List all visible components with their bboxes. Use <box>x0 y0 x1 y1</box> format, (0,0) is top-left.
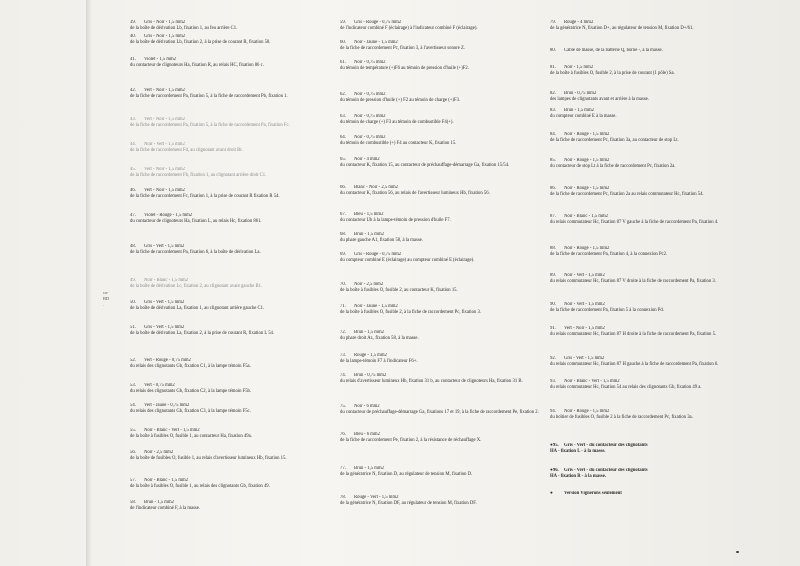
wiring-entry <box>130 403 335 415</box>
entry-number: 72. <box>340 330 346 335</box>
wiring-entry <box>340 330 540 342</box>
entry-number: 64. <box>340 135 346 140</box>
wire-spec: Gris - Vert - 1,5 mm2 <box>144 300 185 305</box>
wire-route: de l'indicateur combiné F, à la masse. <box>130 506 200 512</box>
wiring-entry <box>130 117 335 129</box>
wire-route: de la boîte de dérivation La, fixation 2, à la prise de courant R, fixation L 54. <box>130 331 275 337</box>
wiring-entry <box>550 246 750 258</box>
wire-route: de la boîte de dérivation Lb, fixation 1, au feu arrière C1. <box>130 26 238 32</box>
wire-spec: Noir - 0,75 mm2 <box>354 92 386 97</box>
entry-number: 57. <box>130 478 136 483</box>
wire-spec: Rouge - 1,5 mm2 <box>354 353 387 358</box>
wire-route: de la fiche de raccordement Pc, fixation 3a, au contacteur de stop Lt. <box>550 138 679 144</box>
entry-number: 60. <box>340 40 346 45</box>
entry-number: 78. <box>340 495 346 500</box>
wire-spec: Brun - 1,5 mm2 <box>354 466 384 471</box>
wiring-entry <box>130 167 335 179</box>
entry-number: 63. <box>340 114 346 119</box>
wire-route: du relais d'avertisseur lumineux Hb, fixation 31 b, au contacteur de clignoteurs Ha, fixation 31 B. <box>340 379 523 385</box>
wire-route: de la boîte à fusibles O, fusible 1, au relais des clignotants Gb, fixation 49. <box>130 484 270 490</box>
wiring-entry <box>550 158 750 170</box>
wire-spec: Noir - 0,75 mm2 <box>354 135 386 140</box>
entry-number: 82. <box>550 91 556 96</box>
wire-route: de la lampe-témoin F7 à l'indicateur F6+. <box>340 359 418 365</box>
wire-spec: Gris - Vert - du contacteur des clignotants <box>564 468 648 473</box>
wiring-entry <box>340 373 540 385</box>
wire-spec: Noir - Vert - 1,5 mm2 <box>564 302 605 307</box>
wire-spec: Noir - 0,75 mm2 <box>354 60 386 65</box>
wire-spec: Gris - Rouge - 0,75 mm2 <box>354 20 402 25</box>
wire-route: de la boîte de dérivation Lc, fixation 2, au clignotant avant gauche B1. <box>130 284 263 290</box>
wire-spec: Noir - Rouge - 1,5 mm2 <box>564 158 610 163</box>
wire-route: du contacteur de clignoteurs Ha, fixation R, au relais HC, fixation 86 c. <box>130 63 264 69</box>
wiring-entry <box>550 65 750 77</box>
entry-number: 50. <box>130 300 136 305</box>
wire-route: du témoin de température (+)F6 au témoin de pression d'huile (+)F2. <box>340 66 469 72</box>
wire-route: du contacteur K, fixation 56, au relais de l'avertisseur lumineux Hb, fixation 56. <box>340 191 490 197</box>
entry-number: 67. <box>340 212 346 217</box>
wiring-entry <box>340 114 540 126</box>
entry-number: 84. <box>550 132 556 137</box>
wiring-entry <box>340 232 540 244</box>
entry-number: 56. <box>130 450 136 455</box>
wire-route: de la boîte à fusibles O, fusible 1, au contacteur Ha, fixation 49a. <box>130 434 252 440</box>
wire-route: HA - fixation L - à la masse. <box>550 449 606 455</box>
wire-route: de la fiche de raccordement Pc, fixation 3, à l'avertisseur sonore Z. <box>340 46 466 52</box>
wire-route: des lampes de clignotants avant et arrière à la masse. <box>550 97 649 103</box>
wire-route: de la boîte à fusibles O, fusible 2, au contacteur K, fixation 15. <box>340 288 458 294</box>
entry-number: 42. <box>130 88 136 93</box>
entry-number: 53. <box>130 383 136 388</box>
wiring-entry <box>340 252 540 264</box>
wiring-entry <box>550 108 750 120</box>
entry-number: 41. <box>130 57 136 62</box>
wire-spec: Noir - Vert - 1,5 mm2 <box>144 142 185 147</box>
entry-number <box>550 491 564 497</box>
entry-number: 93. <box>550 379 556 384</box>
wire-spec: Vert - Rouge - 0,75 mm2 <box>144 358 191 363</box>
entry-number: 46. <box>130 188 136 193</box>
wire-spec: Noir - 1,5 mm2 <box>564 65 594 70</box>
wire-spec: Vert - Noir - 1,5 mm2 <box>144 88 185 93</box>
wire-spec: Noir - 2,5 mm2 <box>144 450 174 455</box>
entry-number: 62. <box>340 92 346 97</box>
entry-number: 52. <box>130 358 136 363</box>
entry-number: 92. <box>550 356 556 361</box>
wiring-entry <box>130 300 335 312</box>
wire-route: du relais commutateur Hc, fixation 87 V gauche à la fiche de raccordement Pa, fixation 4. <box>550 220 719 226</box>
wire-route: du relais des clignotants Gb, fixation C2, à la lampe témoin F5b. <box>130 389 252 395</box>
entry-number: 45. <box>130 167 136 172</box>
wire-spec: Violet - Rouge - 1,5 mm2 <box>144 213 193 218</box>
wiring-entry <box>340 20 540 32</box>
wire-route: du phare gauche A1, fixation 58, à la masse. <box>340 238 423 244</box>
wire-route: du compteur combiné E (éclairage) au compteur combiné E (éclairage). <box>340 258 475 264</box>
wire-spec: Vert - Noir - 1,5 mm2 <box>144 167 185 172</box>
wire-route: de la fiche de raccordement Pa, fixation 4, à la connexion Pc2. <box>550 252 668 258</box>
wiring-entry <box>550 20 750 32</box>
entry-number: 43. <box>130 117 136 122</box>
entry-number: 90. <box>550 302 556 307</box>
entry-number: 87. <box>550 214 556 219</box>
wire-route: du contacteur Ub à la lampe-témoin de pression d'huile F7. <box>340 218 451 224</box>
entry-number: 58. <box>130 500 136 505</box>
wire-route: du relais commutateur Hc, fixation 87 H droite à la fiche de raccordement Pa, fixation 5. <box>550 332 717 338</box>
wire-spec: Noir - Blanc - 1,5 mm2 <box>144 478 189 483</box>
wire-route: HA - fixation R - à la masse. <box>550 474 606 480</box>
wire-route: de la fiche de raccordement Pa, fixation 5, à la fiche de raccordement Pa, fixation Fc. <box>130 123 290 129</box>
entry-number: 91. <box>550 326 556 331</box>
entry-number: 83. <box>550 108 556 113</box>
wiring-entry <box>550 132 750 144</box>
wire-spec: Bleu - 1,5 mm2 <box>354 212 384 217</box>
wire-spec: Vert - Noir - 1,5 mm2 <box>564 326 605 331</box>
wire-spec: Brun - 1,5 mm2 <box>354 232 384 237</box>
wire-route: du compteur combiné E à la masse. <box>550 114 617 120</box>
wire-route: de la boîte à fusibles O, fusible 2, à la prise de courant (1 pôle) Sa. <box>550 71 675 77</box>
wire-spec: Blanc - Noir - 2,5 mm2 <box>354 185 399 190</box>
entry-number: 88. <box>550 246 556 251</box>
wiring-entry <box>550 91 750 103</box>
wiring-entry <box>340 157 540 169</box>
entry-number: 47. <box>130 213 136 218</box>
wiring-entry <box>130 213 335 225</box>
wire-spec: Version Vignerons seulement <box>564 491 622 496</box>
wire-spec: Vert - Noir - 1,5 mm2 <box>144 117 185 122</box>
wiring-entry <box>550 379 750 391</box>
wire-route: du relais des clignotants Gb, fixation C3, à la lampe témoin F5c. <box>130 409 251 415</box>
wiring-entry <box>550 273 750 285</box>
entry-number: 79. <box>550 20 556 25</box>
wire-route: du relais des clignotants Gb, fixation C1, à la lampe témoin F5a. <box>130 364 251 370</box>
entry-number: 44. <box>130 142 136 147</box>
margin-note: ca- BD . <box>103 290 110 307</box>
wiring-entry <box>340 185 540 197</box>
wire-route: du boîtier de fusibles O, fusible 2 à la fiche de raccordement Pc, fixation 3a. <box>550 415 693 421</box>
wire-spec: Noir - Jaune - 1,5 mm2 <box>354 304 398 309</box>
entry-number: 73. <box>340 353 346 358</box>
wire-route: de la génératrice N, fixation D, au régulateur de tension M, fixation D. <box>340 472 473 478</box>
wire-route: du témoin de combustible (+) F4 au contacteur K, fixation 15. <box>340 141 457 147</box>
wire-route: du témoin de pression d'huile (+) F2 au témoin de charge (+)F3. <box>340 98 461 104</box>
wiring-entry <box>340 60 540 72</box>
wire-spec: Brun - 1,5 mm2 <box>354 330 384 335</box>
entry-number: 70. <box>340 282 346 287</box>
wire-spec: Noir - Rouge - 1,5 mm2 <box>564 132 610 137</box>
wire-route: du témoin de charge (+) F3 au témoin de combustible F4(+). <box>340 120 454 126</box>
entry-number: 80. <box>550 48 556 53</box>
entry-heading <box>550 48 750 54</box>
wiring-entry <box>340 466 540 478</box>
wire-spec: Noir - 4 mm2 <box>354 157 380 162</box>
entry-number: 74. <box>340 373 346 378</box>
entry-number: ● 95. <box>550 443 564 449</box>
wire-spec: Gris - Vert - du contacteur des clignotants <box>564 443 648 448</box>
wiring-entry <box>340 92 540 104</box>
wiring-entry <box>340 353 540 365</box>
wiring-entry <box>130 450 335 462</box>
wiring-entry <box>550 186 750 198</box>
wire-spec: Brun - 0,75 mm2 <box>564 91 597 96</box>
wire-route: de la fiche de raccordement Pc, fixation 2a au relais commutateur Hc, fixation 54. <box>550 192 704 198</box>
wire-route: du relais commutateur Hc, fixation 54 au relais des clignotants Gb, fixation 49 a. <box>550 385 702 391</box>
wire-spec: Violet - 1,5 mm2 <box>144 57 177 62</box>
wiring-entry <box>130 383 335 395</box>
entry-number: 51. <box>130 325 136 330</box>
wire-route: de la fiche de raccordement Pe, fixation 2, à la résistance de réchauffage X. <box>340 438 482 444</box>
wire-route: du contacteur K, fixation 15, au contacteur de préchauffage-démarrage Ga, fixation 15/54. <box>340 163 510 169</box>
wire-route: du phare droit Ar., fixation 58, à la masse. <box>340 336 419 342</box>
wiring-entry <box>130 244 335 256</box>
wire-spec: Gris - Noir - 1,5 mm2 <box>144 20 186 25</box>
wire-spec: Noir - Rouge - 1,5 mm2 <box>564 246 610 251</box>
wiring-entry <box>550 326 750 338</box>
wire-route: de la fiche de raccordement Pa, fixation 6, à la boîte de dérivation La. <box>130 250 261 256</box>
wire-route: de la fiche de raccordement Pa, fixation 5, à la fiche de raccordement Pb, fixation 1. <box>130 94 288 100</box>
wiring-entry <box>130 20 335 32</box>
wire-spec: Noir - 0,75 mm2 <box>354 114 386 119</box>
wire-spec: Noir - Blanc - Vert - 1,5 mm2 <box>144 428 200 433</box>
wire-spec: Brun - 1,5 mm2 <box>564 108 594 113</box>
wire-spec: Câble de masse, de la batterie Q, borne -, à la masse. <box>564 48 663 53</box>
wire-spec: Rouge - 4 mm2 <box>564 20 594 25</box>
entry-number: 94. <box>550 409 556 414</box>
wire-route: de la fiche de raccordement Pa, fixation 5 à la connexion Pd. <box>550 308 664 314</box>
entry-number: 68. <box>340 232 346 237</box>
wiring-entry <box>550 468 750 480</box>
wire-spec: Gris - Vert - 1,5 mm2 <box>144 325 185 330</box>
entry-number: 39. <box>130 20 136 25</box>
entry-number: 85. <box>550 158 556 163</box>
wire-route: du relais commutateur Hc, fixation 87 V droite à la fiche de raccordement Pa, fixation 3. <box>550 279 716 285</box>
wiring-entry <box>550 48 750 54</box>
wire-route: de la boîte de dérivation Lb, fixation 2, à la prise de courant R, fixation 58. <box>130 40 271 46</box>
wire-route: du contacteur de préchauffage-démarrage Ga, fixations 17 et 19, à la fiche de raccordement Pe, fixation 2. <box>340 410 539 416</box>
wiring-entry <box>340 40 540 52</box>
wire-route: du contacteur de stop Lt à la fiche de raccordement Pc, fixation 2a. <box>550 164 676 170</box>
entry-number: 86. <box>550 186 556 191</box>
wiring-entry <box>340 135 540 147</box>
wire-route: de la boîte de fusibles O, fusible 1, au relais d'avertisseur lumineux Hb, fixation 15. <box>130 456 287 462</box>
wiring-entry <box>130 428 335 440</box>
wiring-entry <box>130 34 335 46</box>
wire-spec: Noir - Jaune - 1,5 mm2 <box>354 40 398 45</box>
wire-spec: Noir - Blanc - Vert - 1,5 mm2 <box>564 379 620 384</box>
entry-number: 59. <box>340 20 346 25</box>
wire-spec: Bleu - 6 mm2 <box>354 432 380 437</box>
entry-number: 89. <box>550 273 556 278</box>
wiring-entry <box>130 278 335 290</box>
wiring-entry <box>550 214 750 226</box>
entry-number: 40. <box>130 34 136 39</box>
wiring-entry <box>550 302 750 314</box>
entry-number: 81. <box>550 65 556 70</box>
wiring-entry <box>340 282 540 294</box>
wiring-entry <box>130 142 335 154</box>
entry-number: 65. <box>340 157 346 162</box>
wire-spec: Noir - Rouge - 1,5 mm2 <box>564 409 610 414</box>
entry-number: 76. <box>340 432 346 437</box>
wire-route: du contacteur de clignoteurs Ha, fixation L, au relais Hc, fixation 861. <box>130 219 262 225</box>
wire-spec: Noir - Rouge - 1,5 mm2 <box>564 186 610 191</box>
wiring-entry <box>550 491 750 497</box>
wiring-entry <box>340 212 540 224</box>
wire-spec: Vert - 0,75 mm2 <box>144 383 175 388</box>
entry-number: 48. <box>130 244 136 249</box>
wire-spec: Noir - Vert - 1,5 mm2 <box>564 273 605 278</box>
wiring-entry <box>550 356 750 368</box>
wire-route: de la fiche de raccordement Fc, fixation 1, à la prise de courant R fixation R 54. <box>130 194 280 200</box>
entry-number: 61. <box>340 60 346 65</box>
ink-mark <box>736 551 739 553</box>
wire-route: de la fiche de raccordement Fb, fixation 1, au clignotant arrière droit C1. <box>130 173 267 179</box>
wiring-entry <box>130 325 335 337</box>
wire-route: de la fiche de raccordement Fd, au clignotant avant droit Br. <box>130 148 243 154</box>
wiring-entry <box>130 188 335 200</box>
wiring-entry <box>550 443 750 455</box>
wire-spec: Gris - Vert - 1,5 mm2 <box>144 244 185 249</box>
wire-spec: Gris - Rouge - 0,75 mm2 <box>354 252 402 257</box>
entry-heading <box>550 491 750 497</box>
entry-number: 54. <box>130 403 136 408</box>
wire-route: de la boîte de dérivation La, fixation 1, au clignotant arrière gauche C1. <box>130 306 265 312</box>
wire-route: de la génératrice N, fixation DF, au régulateur de tension M, fixation DF. <box>340 501 477 507</box>
wiring-entry <box>130 500 335 512</box>
wiring-entry <box>340 432 540 444</box>
page-gutter <box>86 0 92 566</box>
entry-number: 71. <box>340 304 346 309</box>
wiring-entry <box>550 409 750 421</box>
wire-spec: Rouge - Vert - 1,5 mm2 <box>354 495 399 500</box>
wiring-entry <box>340 304 540 316</box>
wire-spec: Gris - Noir - 1,5 mm2 <box>144 34 186 39</box>
entry-number: ● 96. <box>550 468 564 474</box>
wire-spec: Noir - Blanc - 1,5 mm2 <box>564 214 609 219</box>
wire-spec: Brun - 1,5 mm2 <box>144 500 174 505</box>
wire-spec: Noir - 6 mm2 <box>354 404 380 409</box>
entry-number: 55. <box>130 428 136 433</box>
wire-spec: Gris - Vert - 1,5 mm2 <box>564 356 605 361</box>
entry-number: 49. <box>130 278 136 283</box>
wire-spec: Vert - Jaune - 0,75 mm2 <box>144 403 190 408</box>
wire-spec: Vert - Noir - 1,5 mm2 <box>144 188 185 193</box>
wiring-entry <box>340 404 540 416</box>
entry-number: 69. <box>340 252 346 257</box>
wiring-entry <box>130 478 335 490</box>
wiring-entry <box>130 88 335 100</box>
wiring-entry <box>130 358 335 370</box>
wire-spec: Brun - 0,75 mm2 <box>354 373 387 378</box>
wiring-entry <box>130 57 335 69</box>
entry-number: 77. <box>340 466 346 471</box>
wire-spec: Noir - 2,5 mm2 <box>354 282 384 287</box>
wire-spec: Noir - Blanc - 1,5 mm2 <box>144 278 189 283</box>
wire-route: de la boîte à fusibles O, fusible 2, à la fiche de raccordement Pc, fixation 3. <box>340 310 481 316</box>
entry-number: 75. <box>340 404 346 409</box>
wire-route: du relais commutateur Hc, fixation 87 H gauche à la fiche de raccordement Pa, fixation 6. <box>550 362 719 368</box>
wire-route: de l'indicateur combiné F (éclairage) à l'indicateur combiné F (éclairage). <box>340 26 478 32</box>
entry-number: 66. <box>340 185 346 190</box>
wire-route: de la génératrice N, fixation D+, au régulateur de tension M, fixation D+/61. <box>550 26 694 32</box>
wiring-entry <box>340 495 540 507</box>
